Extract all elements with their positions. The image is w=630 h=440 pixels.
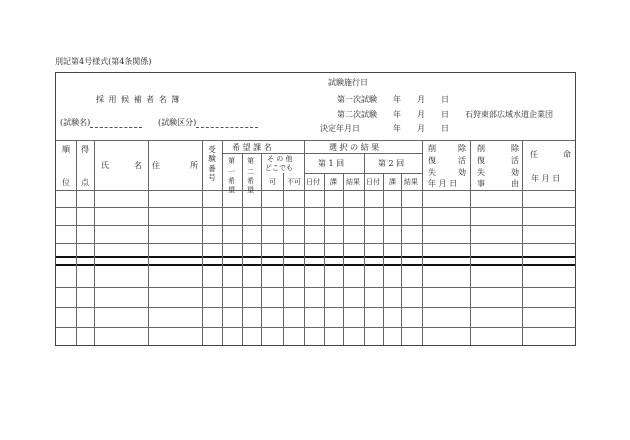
decision-date-label: 決定年月日 [320,124,360,133]
col-line [383,173,384,345]
col-line [401,173,402,345]
first-exam-label: 第一次試験 [337,95,377,104]
round-2-header: 第 2 回 [378,159,405,168]
first-choice-2: 一 [228,168,235,176]
score-header-top: 得 [81,145,89,154]
second-exam-label: 第二次試験 [337,110,377,119]
row-line [56,243,575,244]
candidate-roster-form [55,72,576,346]
restore-1: 復 [428,156,436,165]
decision-day: 日 [441,124,449,133]
other-header-2: どこでも [265,164,293,172]
reason-removal-2: 除 [511,144,519,153]
subheader-line-2 [304,173,422,174]
first-choice-3: 希望 [228,177,235,194]
exam-category-label: (試験区分) [158,118,197,127]
reason-lapse-2: 効 [511,168,519,177]
name-header-1: 氏 [101,161,109,170]
selection-results-header: 選 択 の 結 果 [329,143,380,152]
row-line [56,287,575,288]
form-title: 採 用 候 補 者 名 簿 [96,95,181,104]
col-line [364,153,365,345]
row-line [56,307,575,308]
col-line [261,153,262,345]
reason-header-2: 由 [511,179,519,188]
exam-number-header: 受験番号 [208,145,216,183]
second-choice-2: 二 [247,168,254,176]
not-ok-header: 不可 [287,178,301,186]
reason-restore-1: 復 [477,156,485,165]
col-line [222,140,223,345]
removal-date-header: 年 月 日 [428,179,458,188]
col-line [422,140,423,345]
rank-header-bottom: 位 [62,178,70,187]
round-1-date-header: 日付 [306,178,320,186]
second-exam-month: 月 [417,110,425,119]
reason-restore-2: 活 [511,156,519,165]
header-divider [56,140,575,141]
organization-name: 石狩東部広域水道企業団 [465,110,553,119]
first-choice-1: 第 [228,157,235,165]
exam-name-blank[interactable] [90,119,142,128]
round-1-result-header: 結果 [346,178,360,186]
row-line [56,207,575,208]
col-line [148,140,149,345]
exam-category-blank[interactable] [196,119,258,128]
preferred-dept-header: 希 望 課 名 [232,143,272,152]
col-line [242,153,243,345]
appointment-header-1: 任 [530,150,538,159]
name-header-2: 名 [134,161,142,170]
round-1-section-header: 課 [330,178,337,186]
row-line [56,327,575,328]
second-exam-year: 年 [393,110,401,119]
decision-year: 年 [393,124,401,133]
exam-date-label: 試験施行日 [328,78,368,87]
first-exam-month: 月 [417,95,425,104]
appointment-header-2: 命 [563,150,571,159]
address-header-1: 住 [152,161,160,170]
col-line [76,140,77,345]
second-choice-1: 第 [247,157,254,165]
round-1-header: 第 1 回 [318,159,345,168]
col-line [304,140,305,345]
col-line [94,140,95,345]
reason-lapse-1: 失 [477,168,485,177]
subheader-line-1 [222,153,422,154]
first-exam-day: 日 [441,95,449,104]
col-line [343,173,344,345]
restore-2: 活 [458,156,466,165]
exam-name-label: (試験名) [60,118,91,127]
separator-thick-line [56,264,575,266]
lapse-2: 効 [458,168,466,177]
round-2-date-header: 日付 [366,178,380,186]
address-header-2: 所 [190,161,198,170]
decision-month: 月 [417,124,425,133]
second-choice-3: 希望 [247,177,254,194]
rank-header-top: 順 [62,145,70,154]
col-line [324,173,325,345]
other-header-1: そ の 他 [267,155,293,163]
reason-removal-1: 削 [477,144,485,153]
separator-thick-line [56,256,575,258]
score-header-bottom: 点 [81,178,89,187]
ok-header: 可 [269,178,276,186]
column-header-bottom [56,190,575,191]
removal-1: 削 [428,144,436,153]
row-line [56,225,575,226]
second-exam-day: 日 [441,110,449,119]
first-exam-year: 年 [393,95,401,104]
exam-name-field[interactable] [60,119,142,128]
col-line [522,140,523,345]
round-2-result-header: 結果 [404,178,418,186]
exam-category-field[interactable] [158,119,258,128]
col-line [202,140,203,345]
appointment-date-header: 年 月 日 [531,174,561,183]
col-line [283,173,284,345]
form-number: 別記第4号様式(第4条関係) [55,57,152,66]
round-2-section-header: 課 [389,178,396,186]
reason-header-1: 事 [477,179,485,188]
col-line [470,140,471,345]
lapse-1: 失 [428,168,436,177]
removal-2: 除 [458,144,466,153]
